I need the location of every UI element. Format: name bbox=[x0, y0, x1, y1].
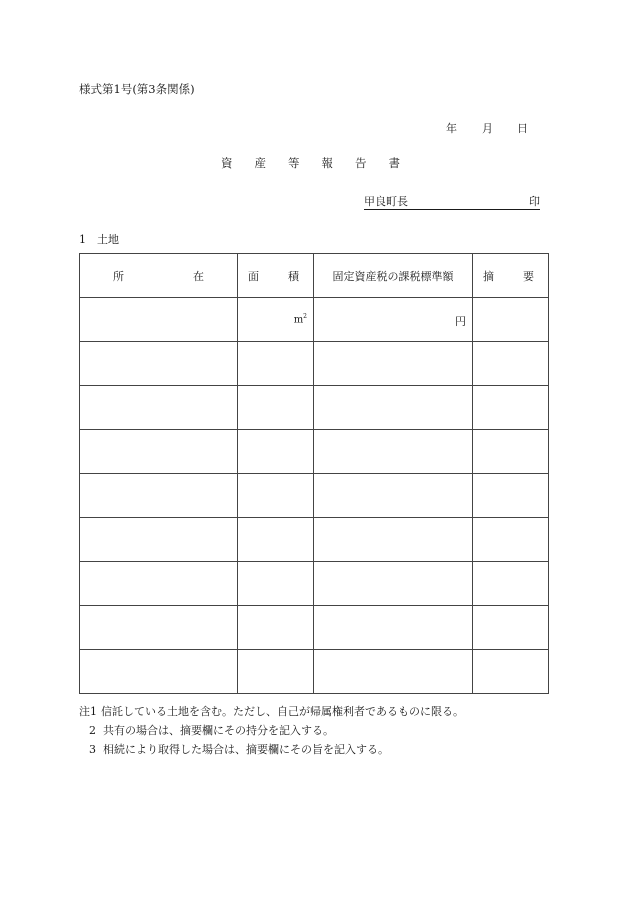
header-area-char: 面 bbox=[248, 269, 259, 283]
cell-tax-base[interactable] bbox=[314, 430, 473, 474]
header-area-char: 積 bbox=[288, 269, 299, 283]
cell-tax-base[interactable] bbox=[314, 342, 473, 386]
cell-location[interactable] bbox=[80, 342, 238, 386]
cell-location[interactable] bbox=[80, 430, 238, 474]
note-item bbox=[79, 702, 464, 721]
table-header-row bbox=[80, 254, 549, 298]
cell-remarks[interactable] bbox=[473, 606, 549, 650]
cell-area[interactable] bbox=[238, 430, 314, 474]
cell-area[interactable] bbox=[238, 562, 314, 606]
cell-location[interactable] bbox=[80, 650, 238, 694]
date-day-label: 日 bbox=[517, 122, 528, 135]
cell-area[interactable] bbox=[238, 474, 314, 518]
addressee-name: 甲良町長 bbox=[364, 195, 408, 208]
note-item bbox=[79, 721, 464, 740]
section-heading bbox=[79, 231, 119, 247]
cell-location[interactable] bbox=[80, 298, 238, 342]
cell-remarks[interactable] bbox=[473, 386, 549, 430]
date-year-label: 年 bbox=[446, 122, 457, 135]
title-char: 告 bbox=[355, 156, 367, 170]
cell-location[interactable] bbox=[80, 562, 238, 606]
table-row bbox=[80, 562, 549, 606]
table-row bbox=[80, 474, 549, 518]
cell-remarks[interactable] bbox=[473, 342, 549, 386]
note-item bbox=[79, 740, 464, 759]
header-remarks-char: 要 bbox=[523, 269, 534, 283]
header-location-char: 在 bbox=[193, 269, 204, 283]
header-location-char: 所 bbox=[113, 269, 124, 283]
area-unit: $m^2$ bbox=[293, 313, 307, 326]
cell-area[interactable] bbox=[238, 386, 314, 430]
yen-unit: 円 bbox=[455, 315, 466, 328]
cell-area[interactable] bbox=[238, 298, 314, 342]
land-table bbox=[79, 253, 549, 694]
form-label: 様式第1号(第3条関係) bbox=[79, 82, 195, 96]
cell-remarks[interactable] bbox=[473, 298, 549, 342]
table-row bbox=[80, 298, 549, 342]
cell-area[interactable] bbox=[238, 342, 314, 386]
cell-tax-base[interactable] bbox=[314, 606, 473, 650]
note-text: 共有の場合は、摘要欄にその持分を記入する。 bbox=[103, 724, 334, 737]
cell-remarks[interactable] bbox=[473, 474, 549, 518]
header-location bbox=[80, 254, 238, 298]
cell-area[interactable] bbox=[238, 650, 314, 694]
cell-remarks[interactable] bbox=[473, 518, 549, 562]
addressee-line bbox=[364, 193, 540, 210]
note-text: 信託している土地を含む。ただし、自己が帰属権利者であるものに限る。 bbox=[101, 705, 464, 718]
cell-tax-base[interactable] bbox=[314, 518, 473, 562]
title-char: 産 bbox=[254, 156, 266, 170]
header-area bbox=[238, 254, 314, 298]
date-month-label: 月 bbox=[482, 122, 493, 135]
cell-remarks[interactable] bbox=[473, 562, 549, 606]
cell-area[interactable] bbox=[238, 518, 314, 562]
header-remarks bbox=[473, 254, 549, 298]
cell-tax-base[interactable] bbox=[314, 650, 473, 694]
title-char: 資 bbox=[221, 156, 233, 170]
note-mark: 注1 bbox=[79, 705, 97, 718]
cell-tax-base[interactable] bbox=[314, 562, 473, 606]
seal-mark: 印 bbox=[529, 195, 540, 208]
table-row bbox=[80, 606, 549, 650]
title-char: 書 bbox=[388, 156, 400, 170]
section-number: 1 bbox=[79, 233, 86, 246]
cell-tax-base[interactable] bbox=[314, 386, 473, 430]
section-label: 土地 bbox=[97, 233, 119, 246]
note-text: 相続により取得した場合は、摘要欄にその旨を記入する。 bbox=[103, 743, 389, 756]
title-char: 報 bbox=[321, 156, 333, 170]
table-row bbox=[80, 518, 549, 562]
cell-location[interactable] bbox=[80, 386, 238, 430]
cell-tax-base[interactable] bbox=[314, 474, 473, 518]
notes bbox=[79, 702, 464, 759]
document-title bbox=[221, 155, 400, 171]
table-row bbox=[80, 386, 549, 430]
table-row bbox=[80, 650, 549, 694]
cell-location[interactable] bbox=[80, 606, 238, 650]
cell-tax-base[interactable] bbox=[314, 298, 473, 342]
table-row bbox=[80, 430, 549, 474]
header-remarks-char: 摘 bbox=[483, 269, 494, 283]
title-char: 等 bbox=[288, 156, 300, 170]
cell-remarks[interactable] bbox=[473, 650, 549, 694]
cell-area[interactable] bbox=[238, 606, 314, 650]
cell-location[interactable] bbox=[80, 474, 238, 518]
note-mark: 3 bbox=[89, 743, 96, 756]
cell-remarks[interactable] bbox=[473, 430, 549, 474]
table-row bbox=[80, 342, 549, 386]
note-mark: 2 bbox=[89, 724, 96, 737]
cell-location[interactable] bbox=[80, 518, 238, 562]
header-tax-base: 固定資産税の課税標準額 bbox=[314, 254, 473, 298]
